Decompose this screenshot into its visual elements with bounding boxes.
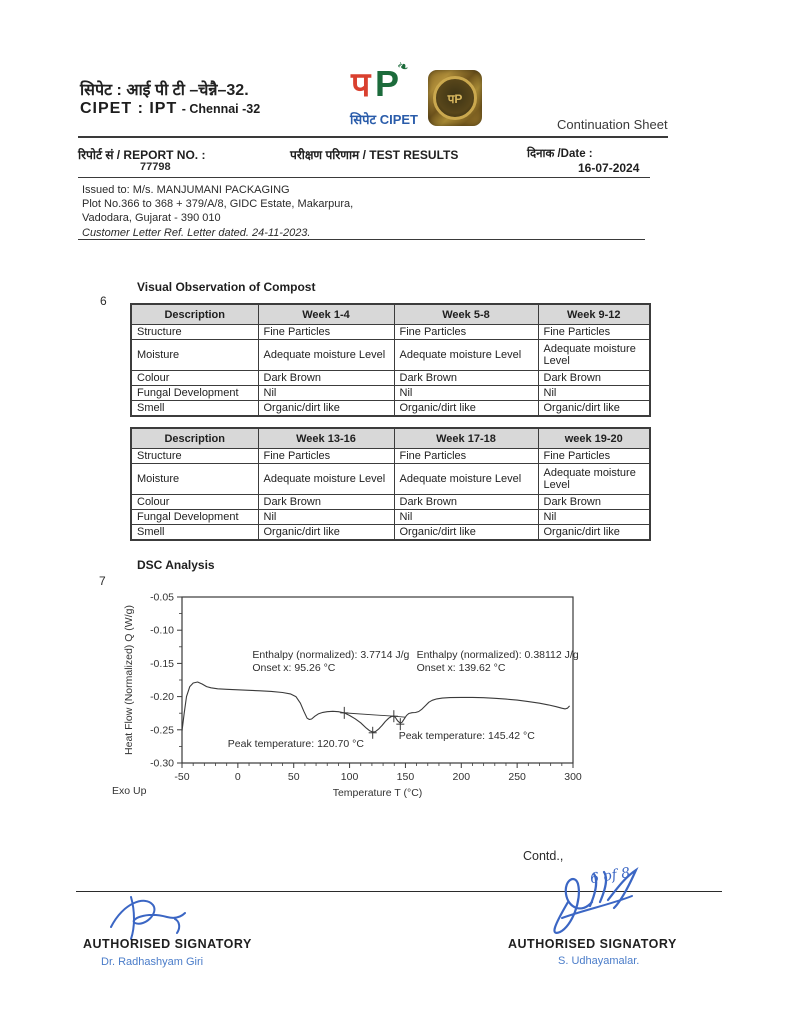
- date-value: 16-07-2024: [578, 161, 640, 175]
- dsc-chart: [100, 585, 600, 800]
- leaf-icon: ❧: [394, 56, 412, 76]
- table-row: [131, 401, 650, 417]
- cipet-logo: [345, 56, 423, 128]
- test-results-label: परीक्षण परिणाम / TEST RESULTS: [290, 148, 459, 162]
- table-row: [131, 371, 650, 386]
- cell: Organic/dirt like: [538, 401, 650, 417]
- compost-table-weeks-13-20: [130, 427, 651, 541]
- report-no-value: 77798: [140, 161, 171, 173]
- exo-up-note: Exo Up: [112, 785, 147, 797]
- x-axis-title: Temperature T (°C): [332, 787, 423, 799]
- authorised-signatory-right-name: S. Udhayamalar.: [558, 955, 640, 967]
- section6-title: Visual Observation of Compost: [137, 280, 316, 294]
- authorised-signatory-right-label: AUTHORISED SIGNATORY: [508, 937, 677, 951]
- cipet-logo-monogram-icon: प P ❧: [351, 56, 412, 104]
- cell: Dark Brown: [258, 495, 394, 510]
- customer-letter-ref: Customer Letter Ref. Letter dated. 24-11-2023.: [82, 227, 311, 239]
- table-row: [131, 495, 650, 510]
- cell: Adequate moisture Level: [394, 464, 538, 495]
- cell: Smell: [131, 525, 258, 541]
- cell: Fine Particles: [538, 325, 650, 340]
- cell: Colour: [131, 495, 258, 510]
- cell: Dark Brown: [394, 495, 538, 510]
- y-tick-label: -0.30: [150, 757, 174, 770]
- report-row-rule: [78, 177, 650, 178]
- cell: Fine Particles: [394, 449, 538, 464]
- y-axis-title: Heat Flow (Normalized) Q (W/g): [123, 605, 135, 755]
- x-tick-label: 50: [287, 771, 300, 783]
- chart-annotation: Onset x: 139.62 °C: [416, 662, 506, 675]
- chart-annotation: Peak temperature: 145.42 °C: [398, 730, 535, 743]
- cell: Colour: [131, 371, 258, 386]
- cell: Adequate moisture Level: [538, 340, 650, 371]
- cell: Dark Brown: [258, 371, 394, 386]
- cell: Adequate moisture Level: [394, 340, 538, 371]
- col-header: Week 9-12: [538, 304, 650, 325]
- table-header-row: [131, 428, 650, 449]
- col-header: Week 5-8: [394, 304, 538, 325]
- cell: Fine Particles: [538, 449, 650, 464]
- table-row: [131, 386, 650, 401]
- issued-to-line1: Issued to: M/s. MANJUMANI PACKAGING: [82, 184, 290, 196]
- cell: Organic/dirt like: [538, 525, 650, 541]
- issued-to-line2: Plot No.366 to 368 + 379/A/8, GIDC Estate, Makarpura,: [82, 198, 354, 210]
- col-header: week 19-20: [538, 428, 650, 449]
- y-tick-label: -0.15: [150, 657, 174, 670]
- x-tick-label: -50: [174, 771, 190, 783]
- issued-to-line3: Vadodara, Gujarat - 390 010: [82, 212, 221, 224]
- report-no-label: रिपोर्ट सं / REPORT NO. :: [78, 148, 206, 162]
- continuation-sheet-label: Continuation Sheet: [557, 117, 668, 132]
- cell: Structure: [131, 449, 258, 464]
- col-header: Week 17-18: [394, 428, 538, 449]
- cell: Fungal Development: [131, 386, 258, 401]
- x-tick-label: 0: [234, 771, 241, 783]
- chart-annotation: Enthalpy (normalized): 0.38112 J/g: [416, 649, 579, 662]
- col-header: Description: [131, 304, 258, 325]
- cell: Fine Particles: [394, 325, 538, 340]
- dsc-curve: [182, 682, 570, 732]
- hologram-emblem-icon: पP: [433, 76, 477, 120]
- col-header: Week 1-4: [258, 304, 394, 325]
- cell: Nil: [258, 386, 394, 401]
- authorised-signatory-left-label: AUTHORISED SIGNATORY: [83, 937, 252, 951]
- cell: Fine Particles: [258, 325, 394, 340]
- y-tick-label: -0.20: [150, 691, 174, 704]
- org-title-hindi: सिपेट : आई पी टी –चेन्नै–32.: [80, 82, 249, 99]
- cell: Fungal Development: [131, 510, 258, 525]
- y-tick-label: -0.25: [150, 724, 174, 737]
- header-rule: [78, 136, 668, 138]
- cell: Dark Brown: [538, 371, 650, 386]
- cell: Fine Particles: [258, 449, 394, 464]
- cell: Nil: [394, 510, 538, 525]
- x-tick-label: 300: [564, 771, 582, 783]
- chart-annotation: Peak temperature: 120.70 °C: [227, 738, 364, 751]
- table-row: [131, 325, 650, 340]
- chart-annotation: Onset x: 95.26 °C: [252, 662, 336, 675]
- contd-label: Contd.,: [523, 849, 564, 863]
- cell: Dark Brown: [538, 495, 650, 510]
- cell: Organic/dirt like: [394, 401, 538, 417]
- signature-right-icon: [548, 862, 658, 940]
- cell: Moisture: [131, 464, 258, 495]
- cell: Adequate moisture Level: [258, 464, 394, 495]
- issued-to-rule: [78, 239, 645, 240]
- section7-title: DSC Analysis: [137, 558, 215, 572]
- cell: Nil: [258, 510, 394, 525]
- cell: Structure: [131, 325, 258, 340]
- hologram-sticker: [428, 70, 482, 126]
- cell: Nil: [538, 510, 650, 525]
- cell: Nil: [394, 386, 538, 401]
- table-header-row: [131, 304, 650, 325]
- chart-annotation: Enthalpy (normalized): 3.7714 J/g: [252, 649, 410, 662]
- table-row: [131, 464, 650, 495]
- section6-number: 6: [100, 294, 107, 308]
- org-title-english: CIPET : IPT - Chennai -32: [80, 100, 261, 117]
- cipet-logo-caption: सिपेट CIPET: [350, 112, 418, 127]
- table-row: [131, 449, 650, 464]
- x-tick-label: 150: [396, 771, 415, 783]
- cell: Adequate moisture Level: [538, 464, 650, 495]
- col-header: Description: [131, 428, 258, 449]
- issued-to-block: [82, 183, 353, 225]
- section7-number: 7: [99, 574, 106, 588]
- x-tick-label: 100: [340, 771, 359, 783]
- cell: Nil: [538, 386, 650, 401]
- y-tick-label: -0.10: [150, 624, 174, 637]
- cell: Organic/dirt like: [258, 401, 394, 417]
- cell: Adequate moisture Level: [258, 340, 394, 371]
- x-tick-label: 250: [508, 771, 526, 783]
- table-row: [131, 340, 650, 371]
- col-header: Week 13-16: [258, 428, 394, 449]
- page-number-note: 6 of 8: [588, 864, 632, 888]
- authorised-signatory-left-name: Dr. Radhashyam Giri: [101, 956, 204, 968]
- cell: Smell: [131, 401, 258, 417]
- cell: Moisture: [131, 340, 258, 371]
- date-label: दिनाक /Date :: [527, 148, 593, 160]
- y-tick-label: -0.05: [150, 591, 174, 604]
- table-row: [131, 525, 650, 541]
- table-row: [131, 510, 650, 525]
- cell: Organic/dirt like: [394, 525, 538, 541]
- x-tick-label: 200: [452, 771, 471, 783]
- compost-table-weeks-1-12: [130, 303, 651, 417]
- cell: Organic/dirt like: [258, 525, 394, 541]
- cell: Dark Brown: [394, 371, 538, 386]
